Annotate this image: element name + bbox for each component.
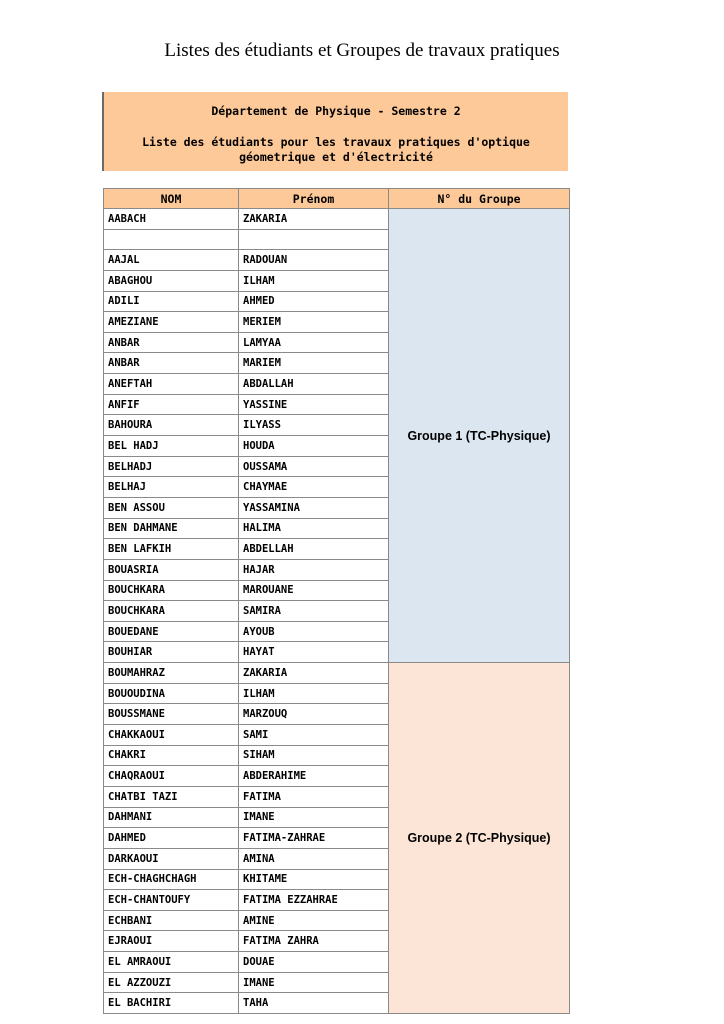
group-label-2: Groupe 2 (TC-Physique) [389,663,570,1014]
student-nom: BELHAJ [104,477,239,498]
student-nom: DAHMED [104,828,239,849]
list-description-line-1: Liste des étudiants pour les travaux pratiques d'optique [142,135,530,149]
student-prenom: AMINA [239,848,389,869]
student-nom: BOUHIAR [104,642,239,663]
student-nom: DAHMANI [104,807,239,828]
student-nom: EL BACHIRI [104,993,239,1014]
student-nom: ANBAR [104,353,239,374]
student-nom: ABAGHOU [104,270,239,291]
student-prenom: ZAKARIA [239,209,389,230]
column-header-groupe: N° du Groupe [389,189,570,209]
column-header-nom: NOM [104,189,239,209]
student-prenom: LAMYAA [239,332,389,353]
student-nom [104,229,239,250]
student-nom: BOUCHKARA [104,601,239,622]
student-nom: BEN ASSOU [104,497,239,518]
student-nom: DARKAOUI [104,848,239,869]
student-nom: CHAKKAOUI [104,725,239,746]
student-prenom [239,229,389,250]
student-prenom: ZAKARIA [239,663,389,684]
student-nom: BOUMAHRAZ [104,663,239,684]
student-nom: AAJAL [104,250,239,271]
student-prenom: CHAYMAE [239,477,389,498]
table-header-row [104,189,570,209]
list-description-line-2: géometrique et d'électricité [239,150,433,164]
student-prenom: FATIMA EZZAHRAE [239,890,389,911]
student-nom: BOUSSMANE [104,704,239,725]
student-prenom: ABDERAHIME [239,766,389,787]
list-description [104,135,568,165]
student-nom: ADILI [104,291,239,312]
student-nom: EL AMRAOUI [104,952,239,973]
page-title: Listes des étudiants et Groupes de travaux pratiques [164,40,560,61]
student-prenom: IMANE [239,972,389,993]
student-nom: BEN LAFKIH [104,539,239,560]
student-nom: ECH-CHAGHCHAGH [104,869,239,890]
student-prenom: AYOUB [239,621,389,642]
student-prenom: ILHAM [239,683,389,704]
student-nom: ANEFTAH [104,374,239,395]
student-prenom: ABDALLAH [239,374,389,395]
student-prenom: FATIMA ZAHRA [239,931,389,952]
student-prenom: AHMED [239,291,389,312]
student-prenom: TAHA [239,993,389,1014]
student-prenom: ILHAM [239,270,389,291]
department-header [102,92,568,171]
student-prenom: HAJAR [239,559,389,580]
student-nom: BELHADJ [104,456,239,477]
table-row [104,663,570,684]
student-prenom: DOUAE [239,952,389,973]
student-nom: CHAKRI [104,745,239,766]
student-nom: BOUOUDINA [104,683,239,704]
table-row [104,209,570,230]
student-nom: EL AZZOUZI [104,972,239,993]
student-prenom: FATIMA [239,786,389,807]
student-nom: CHATBI TAZI [104,786,239,807]
student-prenom: FATIMA-ZAHRAE [239,828,389,849]
student-prenom: OUSSAMA [239,456,389,477]
student-prenom: RADOUAN [239,250,389,271]
column-header-prenom: Prénom [239,189,389,209]
student-prenom: HAYAT [239,642,389,663]
student-prenom: IMANE [239,807,389,828]
student-nom: ECHBANI [104,910,239,931]
student-prenom: SAMI [239,725,389,746]
student-prenom: MAROUANE [239,580,389,601]
student-prenom: KHITAME [239,869,389,890]
student-prenom: SIHAM [239,745,389,766]
student-prenom: AMINE [239,910,389,931]
student-nom: BOUEDANE [104,621,239,642]
student-nom: EJRAOUI [104,931,239,952]
student-prenom: HOUDA [239,436,389,457]
group-label-1: Groupe 1 (TC-Physique) [389,209,570,663]
student-nom: AMEZIANE [104,312,239,333]
student-prenom: SAMIRA [239,601,389,622]
student-prenom: ABDELLAH [239,539,389,560]
student-prenom: MARIEM [239,353,389,374]
student-prenom: MARZOUQ [239,704,389,725]
student-prenom: YASSINE [239,394,389,415]
student-prenom: MERIEM [239,312,389,333]
student-prenom: HALIMA [239,518,389,539]
student-nom: CHAQRAOUI [104,766,239,787]
student-nom: BEN DAHMANE [104,518,239,539]
student-nom: BAHOURA [104,415,239,436]
students-table-body [104,209,570,1014]
student-nom: ECH-CHANTOUFY [104,890,239,911]
student-nom: ANBAR [104,332,239,353]
students-table [103,188,570,1014]
student-nom: ANFIF [104,394,239,415]
student-nom: BOUCHKARA [104,580,239,601]
student-nom: BEL HADJ [104,436,239,457]
student-prenom: YASSAMINA [239,497,389,518]
student-nom: BOUASRIA [104,559,239,580]
student-nom: AABACH [104,209,239,230]
student-prenom: ILYASS [239,415,389,436]
department-semester-label: Département de Physique - Semestre 2 [211,104,461,118]
